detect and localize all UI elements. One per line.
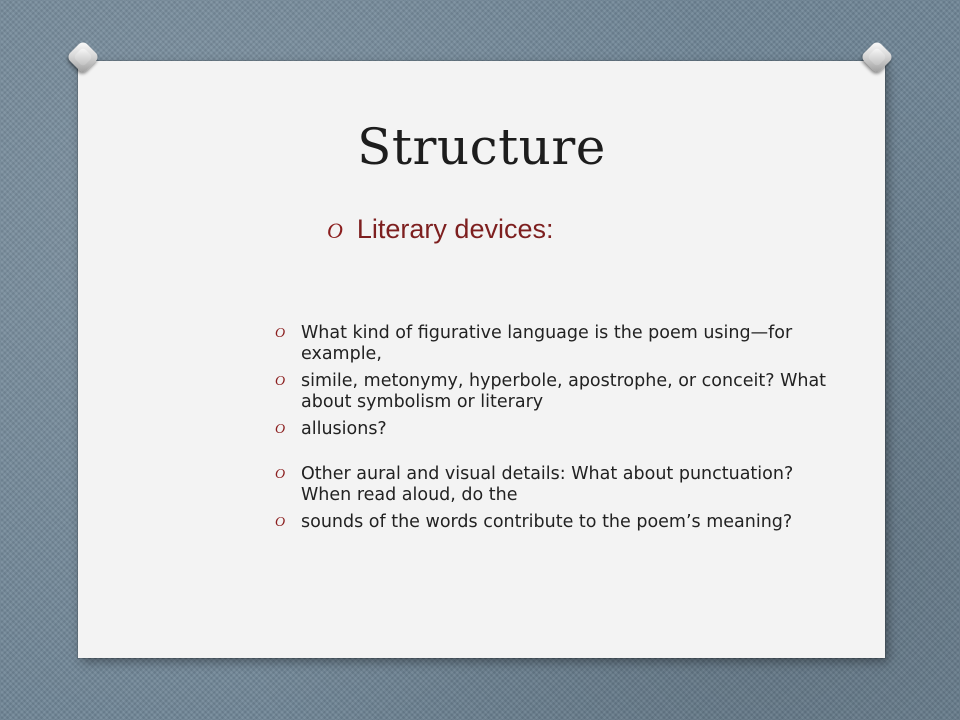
bullet-icon: O — [275, 467, 286, 482]
list-item — [275, 464, 835, 506]
bullet-icon: O — [275, 422, 286, 437]
list-item — [275, 323, 835, 365]
bullet-list — [275, 323, 835, 539]
bullet-icon: O — [275, 326, 286, 341]
bullet-text: What kind of figurative language is the poem using—for example, — [301, 323, 793, 364]
bullet-icon: O — [275, 515, 286, 530]
bullet-icon: O — [327, 218, 343, 243]
bullet-text: allusions? — [301, 419, 387, 439]
bullet-text: simile, metonymy, hyperbole, apostrophe, or conceit? What about symbolism or literary — [301, 371, 827, 412]
subheading — [327, 214, 553, 245]
list-item — [275, 512, 835, 533]
bullet-icon: O — [275, 374, 286, 389]
bullet-text: Other aural and visual details: What about punctuation? When read aloud, do the — [301, 464, 794, 505]
subheading-text: Literary devices: — [356, 214, 554, 244]
list-item — [275, 419, 835, 440]
list-item — [275, 371, 835, 413]
bullet-text: sounds of the words contribute to the poem’s meaning? — [301, 512, 793, 532]
slide-title: Structure — [357, 118, 606, 176]
